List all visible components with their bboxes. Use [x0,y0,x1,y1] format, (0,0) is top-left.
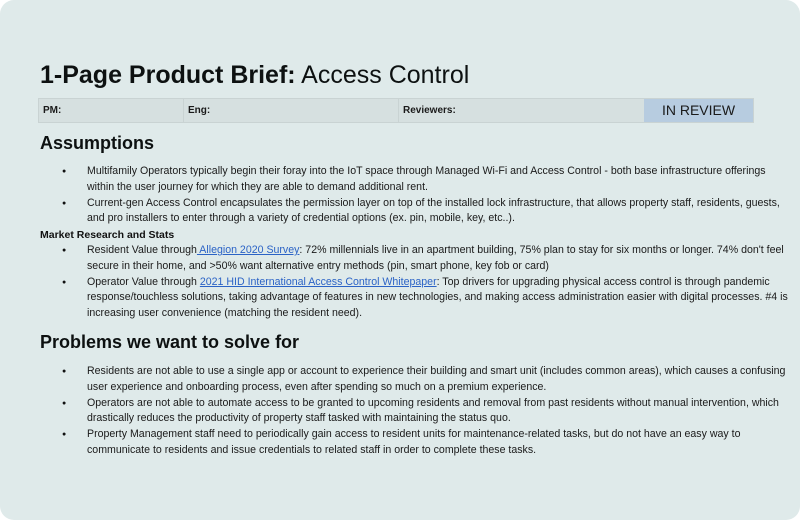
item-suffix: : Top drivers for upgrading physical access control is through pandemic response/touchless solutions, taking advantage of features in new technologies, and making access administration easier with digital processes. #4 is increasing user convenience (matching the resident need). [87,275,788,320]
market-research-heading: Market Research and Stats [40,229,175,241]
item-prefix: Operator Value through [87,275,200,288]
list-item: ● Residents are not able to use a single app or account to experience their building and smart unit (includes common areas), which causes a confusing user experience and onboarding process, even after spending so much on a premium experience. [60,364,790,396]
page-title-topic: Access Control [295,61,470,89]
list-item: ● Current-gen Access Control encapsulates the permission layer on top of the installed lock infrastructure, that allows property staff, residents, guests, and pro installers to enter through a variety of credential options (ex. pin, mobile, key, etc..). [60,196,790,228]
list-item [60,243,790,275]
list-item [60,275,790,322]
metadata-table [38,98,754,123]
list-item: ● Operators are not able to automate access to be granted to upcoming residents and removal from past residents without manual intervention, which drastically reduces the productivity of property staff tasked with maintaining the status quo. [60,396,790,428]
allegion-survey-link[interactable]: Allegion 2020 Survey [196,244,300,256]
pm-cell[interactable]: PM: [39,99,184,122]
item-suffix: : 72% millennials live in an apartment building, 75% plan to stay for six months or longer. 74% don't feel secure in their home, and >50% want alternative entry methods (pin, smart phone, key fob or card) [87,244,784,272]
list-item: ● Multifamily Operators typically begin their foray into the IoT space through Managed Wi-Fi and Access Control - both base infrastructure offerings within the user journey for which they are able to demand additional rent. [60,164,790,196]
page-title-bold: 1-Page Product Brief: [40,61,296,89]
status-badge: IN REVIEW [644,99,753,122]
reviewers-cell[interactable]: Reviewers: [403,105,456,116]
assumptions-list [60,164,790,227]
page-title [40,60,469,90]
list-item: ● Property Management staff need to periodically gain access to resident units for maintenance-related tasks, but do not have an easy way to communicate to residents and issue credentials to related staff in order to complete these tasks. [60,427,790,459]
hid-whitepaper-link[interactable]: 2021 HID International Access Control Whitepaper [199,275,437,288]
item-prefix: Resident Value through [87,244,197,256]
assumptions-heading: Assumptions [40,133,155,153]
problems-list [60,364,790,459]
problems-heading: Problems we want to solve for [40,332,300,352]
market-research-list [60,243,790,322]
eng-cell[interactable]: Eng: [184,99,399,122]
